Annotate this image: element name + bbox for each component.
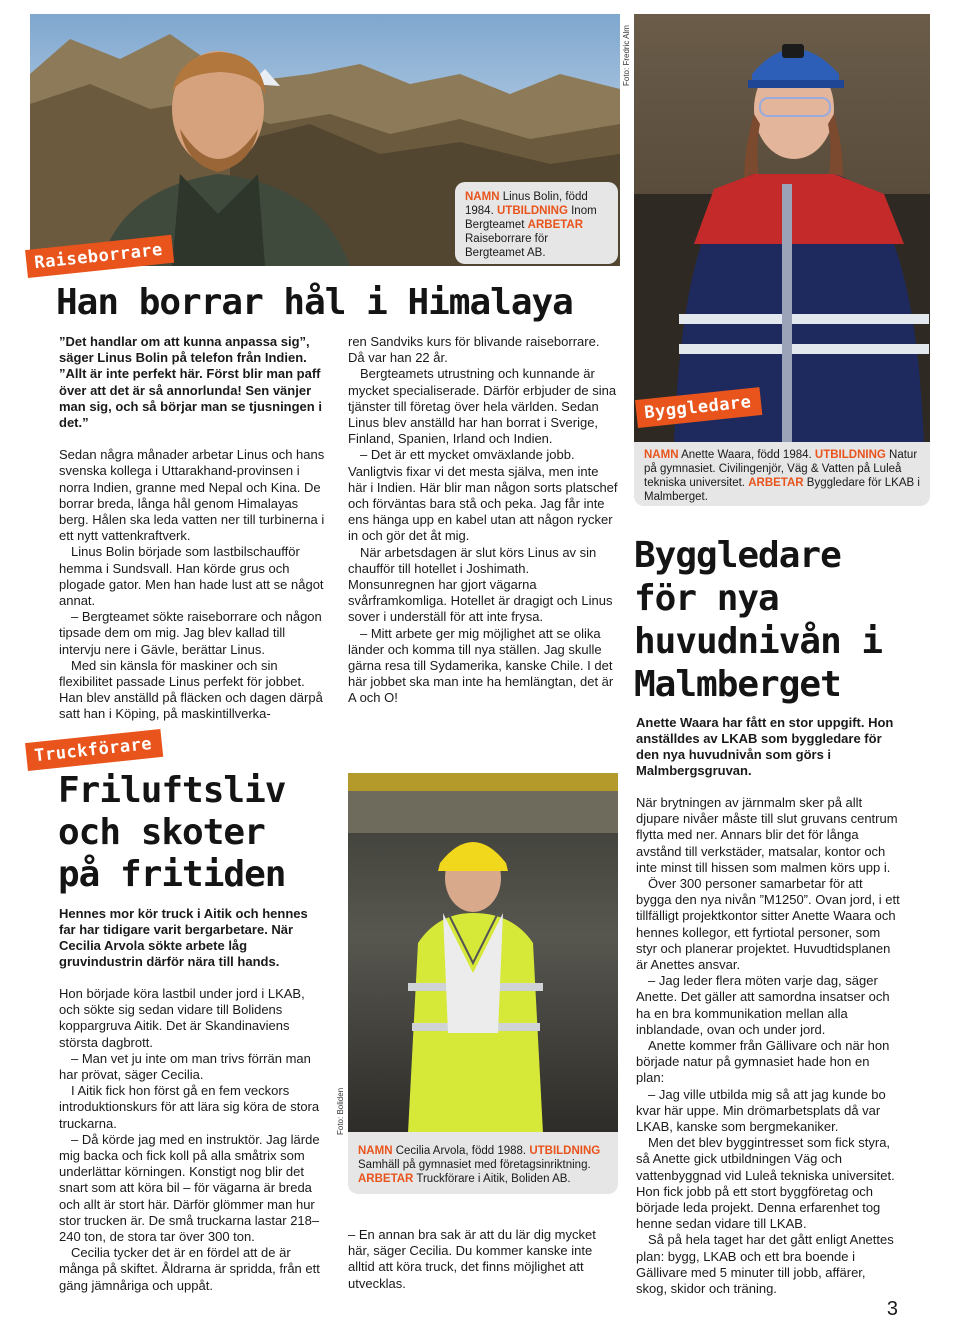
linus-paragraph: Linus Bolin började som lastbilschaufför hemma i Sundsvall. Han körde grus och plogade gator. Men han hade lust att se något annat.	[59, 544, 324, 609]
photo-anette	[634, 14, 930, 444]
fact-key-utbildning: UTBILDNING	[814, 449, 886, 461]
page-number: 3	[886, 1298, 898, 1320]
linus-paragraph: När arbetsdagen är slut körs Linus av sin chaufför till hotellet i Joshimath. Monsunregnen har gjort vägarna svårframkomliga. Hotellet är dragigt och Linus sover i underställ för att inte frysa.	[348, 544, 613, 625]
linus-paragraph: – Bergteamet sökte raiseborrare och någon tipsade dem om mig. Jag blev kallad till intervju nere i Gävle, berättar Linus.	[59, 609, 322, 657]
fact-namn: Anette Waara, född 1984.	[681, 449, 812, 461]
anette-paragraph: – Jag leder flera möten varje dag, säger Anette. Det gäller att samordna insatser och ha en bra kommunikation mellan alla inblandade, ovan och under jord.	[636, 973, 890, 1037]
photo-credit-middle: Foto: Boliden	[336, 1087, 345, 1135]
linus-paragraph: – Mitt arbete ger mig möjlighet att se olika länder och komma till nya ställen. Jag skulle gärna resa till Sydamerika, kanske Chile. I det här jobbet ska man inte ha hemlängtan, det är A och O!	[348, 625, 614, 706]
anette-paragraph: När brytningen av järnmalm sker på allt djupare nivåer måste till slut gruvans centrum flytta med ner. Annars blir det för långa avstånd till verkstäder, matsalar, kontor och inte minst till hissen som malmen körs upp i.	[636, 795, 898, 875]
anette-column	[636, 795, 900, 1297]
fact-utbildning: Inom Bergteamet	[465, 205, 597, 231]
anette-paragraph: Men det blev byggintresset som fick styra, så Anette gick utbildningen Väg och vattenbyggnad vid Luleå tekniska universitet. Hon fick jobb på ett stort byggföretag och började leda projekt. Denna erfarenhet tog henne sedan vidare till LKAB.	[636, 1135, 895, 1232]
cecilia-headline-line: på fritiden	[58, 854, 286, 895]
anette-headline-line: för nya	[634, 578, 779, 619]
cecilia-paragraph: – Då körde jag med en instruktör. Jag lärde mig backa och fick koll på alla småtrix som underlättar körningen. Konstigt nog blir det snart som att köra bil – för vägarna är breda och allt är stort här. Därför glömmer man hur stor trucken är. De små truckarna lastar 218–240 ton, de stora tar över 300 ton.	[59, 1131, 320, 1245]
fact-arbetar: Truckförare i Aitik, Boliden AB.	[416, 1173, 571, 1185]
linus-column-1	[59, 334, 329, 723]
cecilia-headline-line: Friluftsliv	[58, 770, 286, 811]
anette-paragraph: Anette kommer från Gällivare och när hon började natur på gymnasiet hade hon en plan:	[636, 1038, 890, 1086]
anette-headline-line: Byggledare	[634, 535, 841, 576]
cecilia-factbox	[348, 1132, 618, 1194]
fact-key-utbildning: UTBILDNING	[496, 205, 568, 217]
anette-factbox	[634, 442, 930, 506]
photo-cecilia	[348, 773, 618, 1133]
anette-lead: Anette Waara har fått en stor uppgift. Hon anställdes av LKAB som byggledare för den nya huvudnivån som görs i Malmbergsgruvan.	[636, 715, 894, 778]
cecilia-column-1	[59, 986, 327, 1294]
fact-namn: Linus Bolin, född 1984.	[465, 191, 588, 217]
fact-utbildning: Natur på gymnasiet. Civilingenjör, Väg & Vatten på Luleå tekniska universitet.	[644, 449, 918, 489]
cecilia-column-2	[348, 1227, 618, 1292]
anette-paragraph: – Jag ville utbilda mig så att jag kunde bo kvar här uppe. Min drömarbetsplats då var LKAB, kanske som bergmekaniker.	[636, 1086, 886, 1135]
fact-utbildning: Samhäll på gymnasiet med företagsinriktning.	[358, 1159, 591, 1171]
tag-truckforare: Truckförare	[25, 729, 163, 771]
anette-headline	[634, 534, 882, 706]
cecilia-paragraph: – En annan bra sak är att du lär dig mycket här, säger Cecilia. Du kommer kanske inte alltid att köra truck, det finns möjlighet att utvecklas.	[348, 1227, 596, 1291]
anette-paragraph: Så på hela taget har det gått enligt Anettes plan: bygg, LKAB och ett bra boende i Gällivare med 5 minuter till jobb, affärer, skog, skidor och träning.	[636, 1232, 894, 1297]
fact-key-arbetar: ARBETAR	[358, 1173, 414, 1185]
linus-paragraph: Med sin känsla för maskiner och sin flexibilitet passade Linus perfekt för jobbet. Han blev anställd på fläcken och dagen därpå satt han i Köping, på maskintillverka-	[59, 657, 323, 722]
anette-paragraph: Över 300 personer samarbetar för att bygga den nya nivån ”M1250”. Ovan jord, i ett tillfälligt projektkontor sitter Anette Waara och hennes kollegor, ett fyrtiotal personer, som styr och planerar projektet. Huvudtidsplanen är Anettes ansvar.	[636, 876, 900, 973]
cecilia-headline-line: och skoter	[58, 812, 265, 853]
fact-key-arbetar: ARBETAR	[748, 477, 804, 489]
fact-arbetar: Raiseborrare för Bergteamet AB.	[465, 233, 549, 259]
linus-paragraph: ren Sandviks kurs för blivande raiseborrare. Då var han 22 år.	[348, 334, 600, 366]
anette-headline-line: Malmberget	[634, 664, 841, 705]
fact-key-utbildning: UTBILDNING	[529, 1145, 601, 1157]
linus-quote: ”Det handlar om att kunna anpassa sig”, säger Linus Bolin på telefon från Indien. ”Allt är inte perfekt här. Först blir man paff över att det är så annorlunda! Sen vänjer man sig, och så börjar man se tjusningen i det.”	[59, 334, 322, 431]
linus-headline: Han borrar hål i Himalaya	[56, 282, 573, 323]
tag-raiseborrare: Raiseborrare	[25, 235, 174, 278]
cecilia-paragraph: Cecilia tycker det är en fördel att de är många på skiftet. Åldrarna är spridda, från ett gäng jämnåriga och uppåt.	[59, 1245, 320, 1293]
fact-arbetar: Byggledare för LKAB i Malmberget.	[644, 477, 920, 503]
fact-key-namn: NAMN	[358, 1145, 393, 1157]
fact-key-namn: NAMN	[465, 191, 500, 203]
linus-factbox	[455, 182, 618, 264]
photo-credit-top: Foto: Fredric Alm	[622, 25, 631, 86]
fact-key-namn: NAMN	[644, 449, 679, 461]
linus-paragraph: – Det är ett mycket omväxlande jobb. Vanligtvis fixar vi det mesta själva, men inte här i Indien. Här blir man någon sorts platschef och förväntas bara stå och peka. Jag får inte ens hänga upp en kabel utan att någon rycker in och gör det åt mig.	[348, 447, 618, 544]
fact-key-arbetar: ARBETAR	[527, 219, 584, 231]
linus-paragraph: Bergteamets utrustning och kunnande är mycket specialiserade. Därför erbjuder de sina tjänster till företag över hela världen. Sedan Linus blev anställd har han borrat i Sverige, Finland, Spanien, Irland och Indien.	[348, 366, 617, 447]
cecilia-headline	[58, 770, 285, 896]
cecilia-paragraph: Hon började köra lastbil under jord i LKAB, och sökte sig sedan vidare till Bolidens koppargruva Aitik. Det är Skandinaviens största dagbrott.	[59, 986, 305, 1050]
tag-byggledare-photo: Byggledare	[635, 387, 763, 428]
linus-paragraph: Sedan några månader arbetar Linus och hans svenska kollega i Uttarakhand-provinsen i norra Indien, granne med Nepal och Kina. De borrar breda, långa hål genom Himalayas berg. Hålen ska leda vatten ner till turbinerna i ett nytt vattenkraftverk.	[59, 447, 325, 544]
anette-headline-line: huvudnivån i	[634, 621, 883, 662]
fact-namn: Cecilia Arvola, född 1988.	[395, 1145, 527, 1157]
cecilia-paragraph: I Aitik fick hon först gå en fem veckors introduktionskurs för att lära sig köra de stora truckarna.	[59, 1083, 320, 1131]
linus-column-2	[348, 334, 618, 707]
cecilia-paragraph: – Man vet ju inte om man trivs förrän man har prövat, säger Cecilia.	[59, 1050, 311, 1083]
cecilia-lead: Hennes mor kör truck i Aitik och hennes far har tidigare varit bergarbetare. När Cecilia Arvola sökte arbete låg gruvindustrin därför nära till hands.	[59, 906, 308, 969]
